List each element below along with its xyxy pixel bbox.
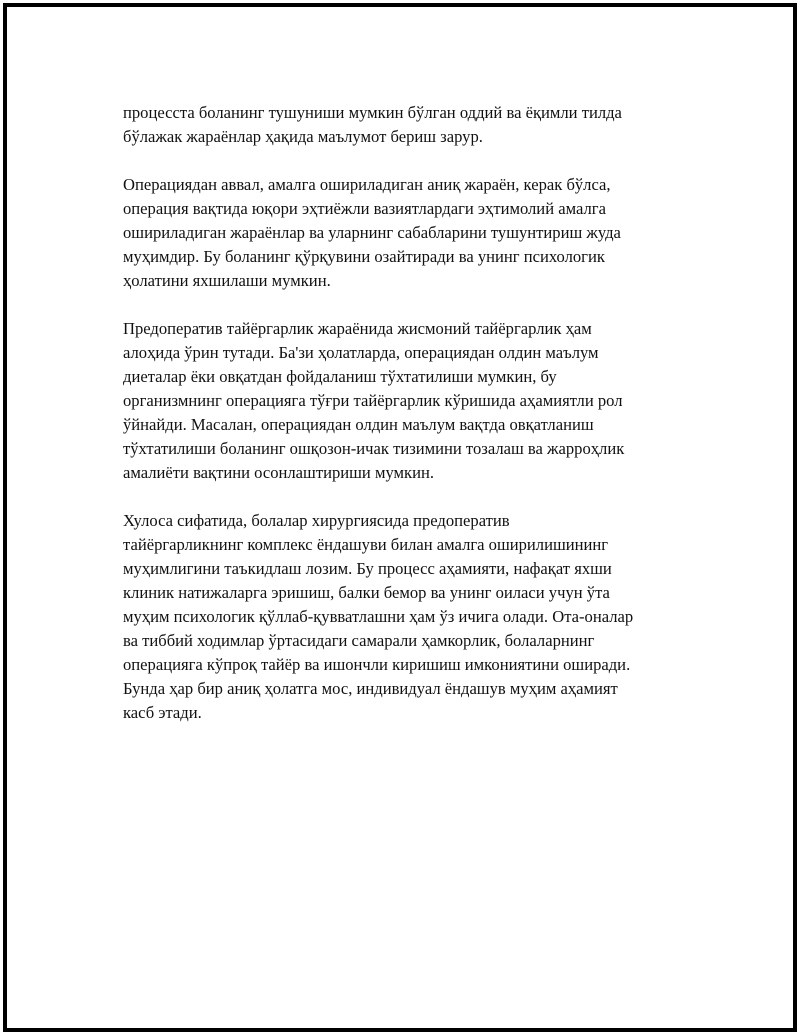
paragraph-4: Хулоса сифатида, болалар хирургиясида предоператив тайёргарликнинг комплекс ёндашуви билан амалга оширилишининг муҳимлигини таъкидлаш лозим. Бу процесс аҳамияти, нафақат яхши клиник натижаларга эришиш, балки бемор ва унинг оиласи учун ўта муҳим психологик қўллаб-қувватлашни ҳам ўз ичига олади. Ота-оналар ва тиббий ходимлар ўртасидаги самарали ҳамкорлик, болаларнинг операцияга кўпроқ тайёр ва ишончли киришиш имкониятини оширади. Бунда ҳар бир аниқ ҳолатга мос, индивидуал ёндашув муҳим аҳамият касб этади. bbox=[123, 511, 634, 722]
paragraph-2: Операциядан аввал, амалга ошириладиган аниқ жараён, керак бўлса, операция вақтида юқори эҳтиёжли вазиятлардаги эҳтимолий амалга ошириладиган жараёнлар ва уларнинг сабабларини тушунтириш жуда муҳимдир. Бу боланинг қўрқувини озайтиради ва унинг психологик ҳолатини яхшилаши мумкин. bbox=[123, 175, 621, 290]
page-border bbox=[3, 3, 797, 1032]
paragraph-1: процесста боланинг тушуниши мумкин бўлган оддий ва ёқимли тилда бўлажак жараёнлар ҳақида маълумот бериш зарур. bbox=[123, 103, 622, 146]
document-body bbox=[123, 101, 701, 749]
paragraph-3: Предоператив тайёргарлик жараёнида жисмоний тайёргарлик ҳам алоҳида ўрин тутади. Ба'зи ҳолатларда, операциядан олдин маълум диеталар ёки овқатдан фойдаланиш тўхтатилиши мумкин, бу организмнинг операцияга тўғри тайёргарлик кўришида аҳамиятли рол ўйнайди. Масалан, операциядан олдин маълум вақтда овқатланиш тўхтатилиши боланинг ошқозон-ичак тизимини тозалаш ва жарроҳлик амалиёти вақтини осонлаштириши мумкин. bbox=[123, 319, 625, 482]
